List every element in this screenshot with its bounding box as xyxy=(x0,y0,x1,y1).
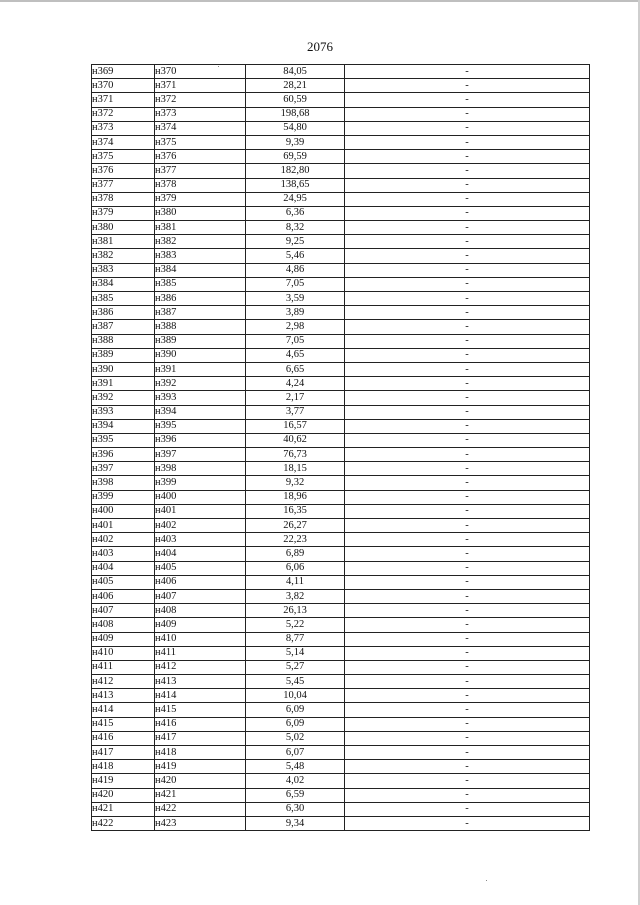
from-point-cell: н375 xyxy=(92,150,155,164)
table-row xyxy=(92,433,590,447)
note-cell: - xyxy=(345,263,590,277)
from-point-cell: н420 xyxy=(92,788,155,802)
from-point-cell: н382 xyxy=(92,249,155,263)
from-point-cell: н402 xyxy=(92,533,155,547)
to-point-cell: н407 xyxy=(155,589,246,603)
note-cell: - xyxy=(345,320,590,334)
scan-speck xyxy=(486,880,487,881)
to-point-cell: н401 xyxy=(155,504,246,518)
to-point-cell: н406 xyxy=(155,575,246,589)
note-cell: - xyxy=(345,292,590,306)
from-point-cell: н411 xyxy=(92,660,155,674)
table-body xyxy=(92,65,590,831)
from-point-cell: н384 xyxy=(92,277,155,291)
table-row xyxy=(92,618,590,632)
note-cell: - xyxy=(345,575,590,589)
from-point-cell: н376 xyxy=(92,164,155,178)
table-row xyxy=(92,79,590,93)
table-row xyxy=(92,178,590,192)
length-cell: 6,07 xyxy=(246,746,345,760)
to-point-cell: н416 xyxy=(155,717,246,731)
length-cell: 8,77 xyxy=(246,632,345,646)
coordinate-table xyxy=(91,64,590,831)
length-cell: 6,36 xyxy=(246,206,345,220)
table-row xyxy=(92,476,590,490)
table-row xyxy=(92,533,590,547)
length-cell: 60,59 xyxy=(246,93,345,107)
note-cell: - xyxy=(345,632,590,646)
table-row xyxy=(92,703,590,717)
to-point-cell: н382 xyxy=(155,235,246,249)
from-point-cell: н401 xyxy=(92,519,155,533)
to-point-cell: н418 xyxy=(155,746,246,760)
length-cell: 22,23 xyxy=(246,533,345,547)
table-row xyxy=(92,405,590,419)
to-point-cell: н372 xyxy=(155,93,246,107)
note-cell: - xyxy=(345,462,590,476)
length-cell: 6,09 xyxy=(246,703,345,717)
table-row xyxy=(92,192,590,206)
to-point-cell: н400 xyxy=(155,490,246,504)
note-cell: - xyxy=(345,277,590,291)
from-point-cell: н409 xyxy=(92,632,155,646)
note-cell: - xyxy=(345,121,590,135)
to-point-cell: н409 xyxy=(155,618,246,632)
table-row xyxy=(92,65,590,79)
note-cell: - xyxy=(345,249,590,263)
table-row xyxy=(92,362,590,376)
length-cell: 6,59 xyxy=(246,788,345,802)
from-point-cell: н399 xyxy=(92,490,155,504)
length-cell: 3,77 xyxy=(246,405,345,419)
to-point-cell: н404 xyxy=(155,547,246,561)
to-point-cell: н421 xyxy=(155,788,246,802)
note-cell: - xyxy=(345,731,590,745)
from-point-cell: н413 xyxy=(92,689,155,703)
from-point-cell: н415 xyxy=(92,717,155,731)
length-cell: 4,65 xyxy=(246,348,345,362)
note-cell: - xyxy=(345,816,590,830)
length-cell: 54,80 xyxy=(246,121,345,135)
from-point-cell: н386 xyxy=(92,306,155,320)
scan-edge-top xyxy=(0,0,640,2)
note-cell: - xyxy=(345,192,590,206)
to-point-cell: н403 xyxy=(155,533,246,547)
from-point-cell: н381 xyxy=(92,235,155,249)
from-point-cell: н407 xyxy=(92,604,155,618)
from-point-cell: н379 xyxy=(92,206,155,220)
to-point-cell: н398 xyxy=(155,462,246,476)
table-row xyxy=(92,717,590,731)
table-row xyxy=(92,575,590,589)
from-point-cell: н406 xyxy=(92,589,155,603)
from-point-cell: н369 xyxy=(92,65,155,79)
from-point-cell: н389 xyxy=(92,348,155,362)
length-cell: 18,15 xyxy=(246,462,345,476)
length-cell: 8,32 xyxy=(246,221,345,235)
from-point-cell: н394 xyxy=(92,419,155,433)
length-cell: 5,48 xyxy=(246,760,345,774)
length-cell: 7,05 xyxy=(246,277,345,291)
length-cell: 138,65 xyxy=(246,178,345,192)
to-point-cell: н392 xyxy=(155,377,246,391)
note-cell: - xyxy=(345,79,590,93)
note-cell: - xyxy=(345,391,590,405)
length-cell: 6,30 xyxy=(246,802,345,816)
length-cell: 69,59 xyxy=(246,150,345,164)
to-point-cell: н390 xyxy=(155,348,246,362)
note-cell: - xyxy=(345,547,590,561)
to-point-cell: н394 xyxy=(155,405,246,419)
note-cell: - xyxy=(345,802,590,816)
note-cell: - xyxy=(345,164,590,178)
from-point-cell: н410 xyxy=(92,646,155,660)
length-cell: 2,98 xyxy=(246,320,345,334)
table-row xyxy=(92,348,590,362)
note-cell: - xyxy=(345,334,590,348)
note-cell: - xyxy=(345,377,590,391)
note-cell: - xyxy=(345,519,590,533)
from-point-cell: н419 xyxy=(92,774,155,788)
note-cell: - xyxy=(345,774,590,788)
note-cell: - xyxy=(345,150,590,164)
from-point-cell: н398 xyxy=(92,476,155,490)
table-row xyxy=(92,519,590,533)
table-row xyxy=(92,646,590,660)
from-point-cell: н383 xyxy=(92,263,155,277)
length-cell: 4,02 xyxy=(246,774,345,788)
from-point-cell: н405 xyxy=(92,575,155,589)
to-point-cell: н408 xyxy=(155,604,246,618)
from-point-cell: н373 xyxy=(92,121,155,135)
from-point-cell: н421 xyxy=(92,802,155,816)
to-point-cell: н370 xyxy=(155,65,246,79)
to-point-cell: н413 xyxy=(155,675,246,689)
note-cell: - xyxy=(345,703,590,717)
length-cell: 6,09 xyxy=(246,717,345,731)
table-row xyxy=(92,547,590,561)
to-point-cell: н386 xyxy=(155,292,246,306)
note-cell: - xyxy=(345,646,590,660)
length-cell: 3,59 xyxy=(246,292,345,306)
note-cell: - xyxy=(345,660,590,674)
from-point-cell: н378 xyxy=(92,192,155,206)
table-row xyxy=(92,277,590,291)
table-row xyxy=(92,334,590,348)
table-row xyxy=(92,419,590,433)
to-point-cell: н378 xyxy=(155,178,246,192)
table-row xyxy=(92,320,590,334)
scan-speck xyxy=(218,66,219,67)
length-cell: 5,14 xyxy=(246,646,345,660)
note-cell: - xyxy=(345,476,590,490)
note-cell: - xyxy=(345,504,590,518)
to-point-cell: н397 xyxy=(155,448,246,462)
to-point-cell: н420 xyxy=(155,774,246,788)
length-cell: 6,89 xyxy=(246,547,345,561)
from-point-cell: н396 xyxy=(92,448,155,462)
length-cell: 5,22 xyxy=(246,618,345,632)
note-cell: - xyxy=(345,348,590,362)
from-point-cell: н395 xyxy=(92,433,155,447)
from-point-cell: н404 xyxy=(92,561,155,575)
from-point-cell: н390 xyxy=(92,362,155,376)
note-cell: - xyxy=(345,533,590,547)
table-row xyxy=(92,249,590,263)
to-point-cell: н422 xyxy=(155,802,246,816)
length-cell: 84,05 xyxy=(246,65,345,79)
table-row xyxy=(92,391,590,405)
to-point-cell: н387 xyxy=(155,306,246,320)
table-row xyxy=(92,121,590,135)
table-row xyxy=(92,150,590,164)
to-point-cell: н377 xyxy=(155,164,246,178)
from-point-cell: н397 xyxy=(92,462,155,476)
to-point-cell: н412 xyxy=(155,660,246,674)
table-row xyxy=(92,235,590,249)
table-row xyxy=(92,107,590,121)
from-point-cell: н403 xyxy=(92,547,155,561)
length-cell: 6,65 xyxy=(246,362,345,376)
note-cell: - xyxy=(345,65,590,79)
table-row xyxy=(92,221,590,235)
note-cell: - xyxy=(345,362,590,376)
table-row xyxy=(92,660,590,674)
to-point-cell: н410 xyxy=(155,632,246,646)
note-cell: - xyxy=(345,618,590,632)
length-cell: 7,05 xyxy=(246,334,345,348)
note-cell: - xyxy=(345,405,590,419)
to-point-cell: н393 xyxy=(155,391,246,405)
note-cell: - xyxy=(345,433,590,447)
to-point-cell: н396 xyxy=(155,433,246,447)
length-cell: 4,86 xyxy=(246,263,345,277)
to-point-cell: н371 xyxy=(155,79,246,93)
to-point-cell: н379 xyxy=(155,192,246,206)
table-row xyxy=(92,504,590,518)
note-cell: - xyxy=(345,589,590,603)
from-point-cell: н418 xyxy=(92,760,155,774)
length-cell: 2,17 xyxy=(246,391,345,405)
to-point-cell: н383 xyxy=(155,249,246,263)
length-cell: 9,39 xyxy=(246,135,345,149)
note-cell: - xyxy=(345,107,590,121)
note-cell: - xyxy=(345,235,590,249)
table-row xyxy=(92,263,590,277)
to-point-cell: н376 xyxy=(155,150,246,164)
note-cell: - xyxy=(345,689,590,703)
length-cell: 18,96 xyxy=(246,490,345,504)
length-cell: 9,32 xyxy=(246,476,345,490)
to-point-cell: н380 xyxy=(155,206,246,220)
length-cell: 4,11 xyxy=(246,575,345,589)
from-point-cell: н393 xyxy=(92,405,155,419)
from-point-cell: н422 xyxy=(92,816,155,830)
table-row xyxy=(92,462,590,476)
note-cell: - xyxy=(345,135,590,149)
length-cell: 6,06 xyxy=(246,561,345,575)
note-cell: - xyxy=(345,490,590,504)
from-point-cell: н414 xyxy=(92,703,155,717)
table-row xyxy=(92,292,590,306)
table-row xyxy=(92,746,590,760)
table-row xyxy=(92,802,590,816)
table-row xyxy=(92,589,590,603)
note-cell: - xyxy=(345,306,590,320)
note-cell: - xyxy=(345,178,590,192)
table-row xyxy=(92,632,590,646)
length-cell: 4,24 xyxy=(246,377,345,391)
note-cell: - xyxy=(345,206,590,220)
to-point-cell: н419 xyxy=(155,760,246,774)
note-cell: - xyxy=(345,93,590,107)
to-point-cell: н384 xyxy=(155,263,246,277)
from-point-cell: н388 xyxy=(92,334,155,348)
from-point-cell: н391 xyxy=(92,377,155,391)
length-cell: 40,62 xyxy=(246,433,345,447)
length-cell: 76,73 xyxy=(246,448,345,462)
note-cell: - xyxy=(345,221,590,235)
length-cell: 10,04 xyxy=(246,689,345,703)
note-cell: - xyxy=(345,604,590,618)
from-point-cell: н370 xyxy=(92,79,155,93)
length-cell: 26,27 xyxy=(246,519,345,533)
from-point-cell: н377 xyxy=(92,178,155,192)
length-cell: 9,34 xyxy=(246,816,345,830)
table-row xyxy=(92,816,590,830)
table-row xyxy=(92,448,590,462)
table-row xyxy=(92,164,590,178)
from-point-cell: н380 xyxy=(92,221,155,235)
table-row xyxy=(92,788,590,802)
from-point-cell: н400 xyxy=(92,504,155,518)
table-row xyxy=(92,93,590,107)
from-point-cell: н372 xyxy=(92,107,155,121)
table-row xyxy=(92,604,590,618)
to-point-cell: н399 xyxy=(155,476,246,490)
from-point-cell: н417 xyxy=(92,746,155,760)
note-cell: - xyxy=(345,746,590,760)
table-row xyxy=(92,689,590,703)
from-point-cell: н412 xyxy=(92,675,155,689)
length-cell: 3,82 xyxy=(246,589,345,603)
table-row xyxy=(92,490,590,504)
table-row xyxy=(92,135,590,149)
length-cell: 198,68 xyxy=(246,107,345,121)
from-point-cell: н371 xyxy=(92,93,155,107)
length-cell: 182,80 xyxy=(246,164,345,178)
to-point-cell: н388 xyxy=(155,320,246,334)
note-cell: - xyxy=(345,419,590,433)
to-point-cell: н402 xyxy=(155,519,246,533)
to-point-cell: н417 xyxy=(155,731,246,745)
table-row xyxy=(92,561,590,575)
length-cell: 5,46 xyxy=(246,249,345,263)
to-point-cell: н411 xyxy=(155,646,246,660)
length-cell: 16,57 xyxy=(246,419,345,433)
note-cell: - xyxy=(345,675,590,689)
table-row xyxy=(92,306,590,320)
note-cell: - xyxy=(345,717,590,731)
table-row xyxy=(92,675,590,689)
length-cell: 5,02 xyxy=(246,731,345,745)
length-cell: 24,95 xyxy=(246,192,345,206)
to-point-cell: н374 xyxy=(155,121,246,135)
from-point-cell: н408 xyxy=(92,618,155,632)
length-cell: 26,13 xyxy=(246,604,345,618)
to-point-cell: н423 xyxy=(155,816,246,830)
note-cell: - xyxy=(345,561,590,575)
to-point-cell: н375 xyxy=(155,135,246,149)
to-point-cell: н415 xyxy=(155,703,246,717)
length-cell: 16,35 xyxy=(246,504,345,518)
length-cell: 5,45 xyxy=(246,675,345,689)
table-row xyxy=(92,760,590,774)
to-point-cell: н385 xyxy=(155,277,246,291)
to-point-cell: н373 xyxy=(155,107,246,121)
note-cell: - xyxy=(345,760,590,774)
to-point-cell: н391 xyxy=(155,362,246,376)
length-cell: 3,89 xyxy=(246,306,345,320)
length-cell: 9,25 xyxy=(246,235,345,249)
table-row xyxy=(92,731,590,745)
from-point-cell: н392 xyxy=(92,391,155,405)
to-point-cell: н414 xyxy=(155,689,246,703)
to-point-cell: н381 xyxy=(155,221,246,235)
to-point-cell: н405 xyxy=(155,561,246,575)
from-point-cell: н374 xyxy=(92,135,155,149)
table-row xyxy=(92,206,590,220)
to-point-cell: н389 xyxy=(155,334,246,348)
note-cell: - xyxy=(345,788,590,802)
length-cell: 28,21 xyxy=(246,79,345,93)
length-cell: 5,27 xyxy=(246,660,345,674)
from-point-cell: н385 xyxy=(92,292,155,306)
page-number: 2076 xyxy=(307,39,333,54)
note-cell: - xyxy=(345,448,590,462)
from-point-cell: н416 xyxy=(92,731,155,745)
from-point-cell: н387 xyxy=(92,320,155,334)
table-row xyxy=(92,774,590,788)
to-point-cell: н395 xyxy=(155,419,246,433)
table-row xyxy=(92,377,590,391)
